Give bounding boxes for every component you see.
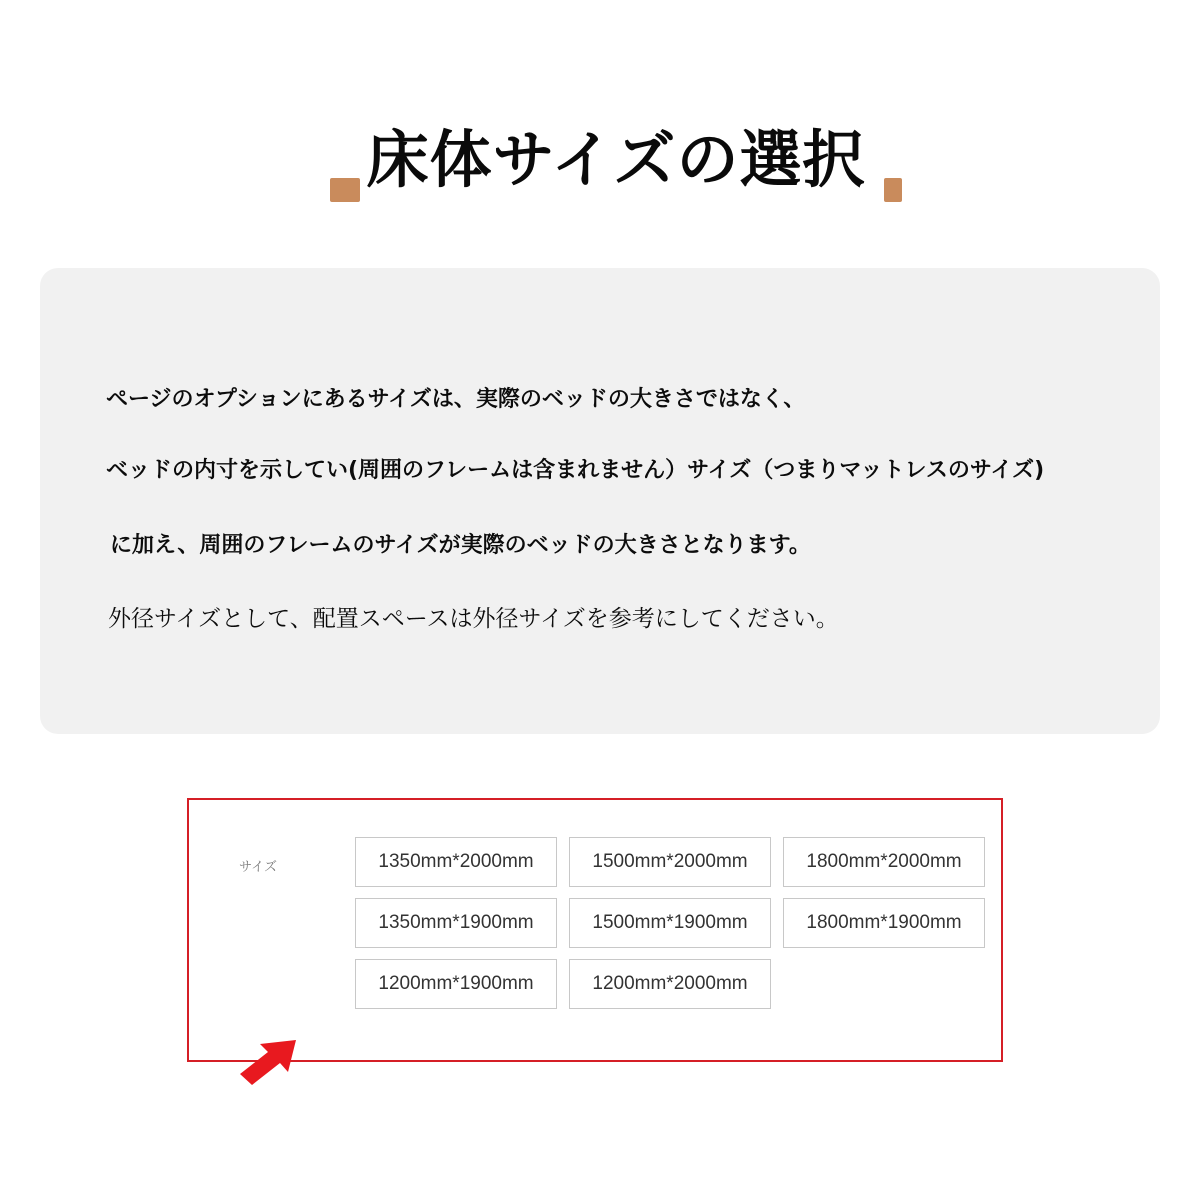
size-option-1500x1900[interactable]: 1500mm*1900mm bbox=[569, 898, 771, 948]
size-option-1350x2000[interactable]: 1350mm*2000mm bbox=[355, 837, 557, 887]
size-option-1800x2000[interactable]: 1800mm*2000mm bbox=[783, 837, 985, 887]
notice-line-1: ページのオプションにあるサイズは、実際のベッドの大きさではなく、 bbox=[106, 387, 806, 412]
notice-panel bbox=[40, 268, 1160, 734]
size-option-1200x2000[interactable]: 1200mm*2000mm bbox=[569, 959, 771, 1009]
title-decoration-left bbox=[330, 178, 360, 202]
size-selector-frame bbox=[187, 798, 1003, 1062]
red-arrow-icon bbox=[236, 1036, 300, 1088]
title-decoration-right bbox=[884, 178, 902, 202]
size-label: サイズ bbox=[239, 860, 277, 875]
size-option-1500x2000[interactable]: 1500mm*2000mm bbox=[569, 837, 771, 887]
size-option-1200x1900[interactable]: 1200mm*1900mm bbox=[355, 959, 557, 1009]
notice-line-2: ベッドの内寸を示してい(周囲のフレームは含まれません）サイズ（つまりマットレスのサイズ) bbox=[106, 458, 1045, 483]
size-option-1350x1900[interactable]: 1350mm*1900mm bbox=[355, 898, 557, 948]
size-option-1800x1900[interactable]: 1800mm*1900mm bbox=[783, 898, 985, 948]
notice-line-4: 外径サイズとして、配置スペースは外径サイズを参考にしてください。 bbox=[108, 606, 839, 632]
notice-line-3: に加え、周囲のフレームのサイズが実際のベッドの大きさとなります。 bbox=[110, 533, 811, 558]
page-title: 床体サイズの選択 bbox=[366, 123, 866, 196]
title-block bbox=[330, 118, 902, 202]
